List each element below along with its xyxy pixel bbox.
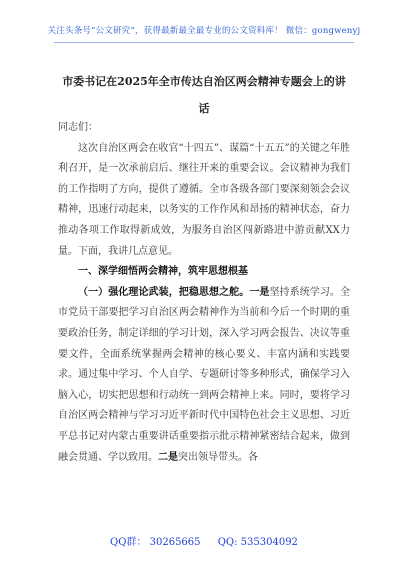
point-2-text: 突出领导带头。各: [178, 451, 258, 463]
footer-qq-number: QQ: 535304092: [217, 537, 298, 548]
header-notice: 关注头条号“公文研究”，获得最新最全最专业的公文资料库！ 微信：gongwenyj: [47, 26, 361, 36]
paragraph-section-1-1: [58, 283, 350, 468]
subsection-heading-1-1: （一）强化理论武装，把稳思想之舵。: [78, 286, 250, 298]
footer-qq-group: QQ群： 30265665: [110, 537, 201, 548]
document-title: 市委书记在2025年全市传达自治区两会精神专题会上的讲话: [62, 75, 346, 115]
salutation: 同志们：: [58, 122, 98, 133]
section-heading-1: 一、深学细悟两会精神，筑牢思想根基: [78, 266, 248, 278]
point-2-label: 二是: [158, 451, 178, 463]
header-divider: [54, 42, 354, 43]
footer-contact: [0, 533, 408, 548]
paragraph-intro: 这次自治区两会在收官“十四五”、谋篇“十五五”的关键之年胜利召开，是一次承前启后、继往开来的重要会议。会议精神为我们的工作指明了方向，提供了遵循。全市各级各部门要深刻领会会议精神，迅速行动起来，以务实的工作作风和昂扬的精神状态，奋力推动各项工作取得新成效，为服务自治区闯新路进中游贡献XX力量。下面，我讲几点意见。: [58, 142, 350, 257]
point-1-label: 一是: [249, 286, 270, 298]
point-1-text: 坚持系统学习。全市党员干部要把学习自治区两会精神作为当前和今后一个时期的重要政治任务，制定详细的学习计划，深入学习两会报告、决议等重要文件，全面系统掌握两会精神的核心要义、丰富内涵和实践要求。通过集中学习、个人自学、专题研讨等多种形式，确保学习入脑入心，切实把思想和行动统一到两会精神上来。同时，要将学习自治区两会精神与学习习近平新时代中国特色社会主义思想、习近平总书记对内蒙古重要讲话重要指示批示精神紧密结合起来，做到融会贯通、学以致用。: [58, 286, 351, 463]
document-body: [58, 118, 350, 468]
